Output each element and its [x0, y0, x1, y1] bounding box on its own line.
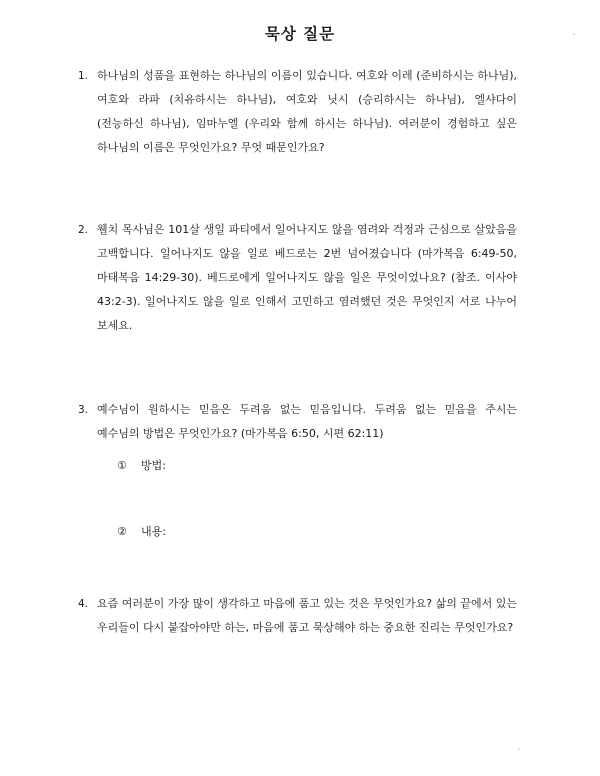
question-3-method-item: [117, 457, 166, 473]
scan-speck: [518, 748, 520, 750]
circled-two-marker: ②: [117, 525, 127, 538]
circled-one-marker: ①: [117, 459, 127, 472]
page-title: 묵상 질문: [264, 25, 336, 43]
question-4-number: 4.: [78, 598, 89, 610]
question-2-text: 웰치 목사님은 101살 생일 파티에서 일어나지도 않을 염려와 걱정과 근심으로 살았음을 고백합니다. 일어나지도 않을 일로 베드로는 2번 넘어졌습니다 (마가복음 6:49-50, 마태복음 14:29-30). 베드로에게 일어나지도 않을 일은 무엇이었나요? (참조. 이사야 43:2-3). 일어나지도 않을 일로 인해서 고민하고 염려했던 것은 무엇인지 서로 나누어 보세요.: [97, 223, 517, 332]
question-1-text: 하나님의 성품을 표현하는 하나님의 이름이 있습니다. 여호와 이레 (준비하시는 하나님), 여호와 라파 (치유하시는 하나님), 여호와 닛시 (승리하시는 하나님), 엘샤다이 (전능하신 하나님), 임마누엘 (우리와 함께 하시는 하나님). 여러분이 경험하고 싶은 하나님의 이름은 무엇인가요? 무엇 때문인가요?: [97, 69, 517, 154]
content-label: 내용:: [141, 525, 166, 538]
question-3-content-item: [117, 523, 166, 539]
question-1-number: 1.: [78, 70, 89, 82]
method-label: 방법:: [141, 459, 166, 472]
scan-speck: [573, 33, 575, 35]
question-3-number: 3.: [78, 404, 89, 416]
question-4-text: 요즘 여러분이 가장 많이 생각하고 마음에 품고 있는 것은 무엇인가요? 삶의 끝에서 있는 우리들이 다시 붙잡아야만 하는, 마음에 품고 묵상해야 하는 중요한 진리는 무엇인가요?: [97, 597, 517, 634]
question-3-text: 예수님이 원하시는 믿음은 두려움 없는 믿음입니다. 두려움 없는 믿음을 주시는 예수님의 방법은 무엇인가요? (마가복음 6:50, 시편 62:11): [97, 403, 517, 440]
question-2-number: 2.: [78, 224, 89, 236]
